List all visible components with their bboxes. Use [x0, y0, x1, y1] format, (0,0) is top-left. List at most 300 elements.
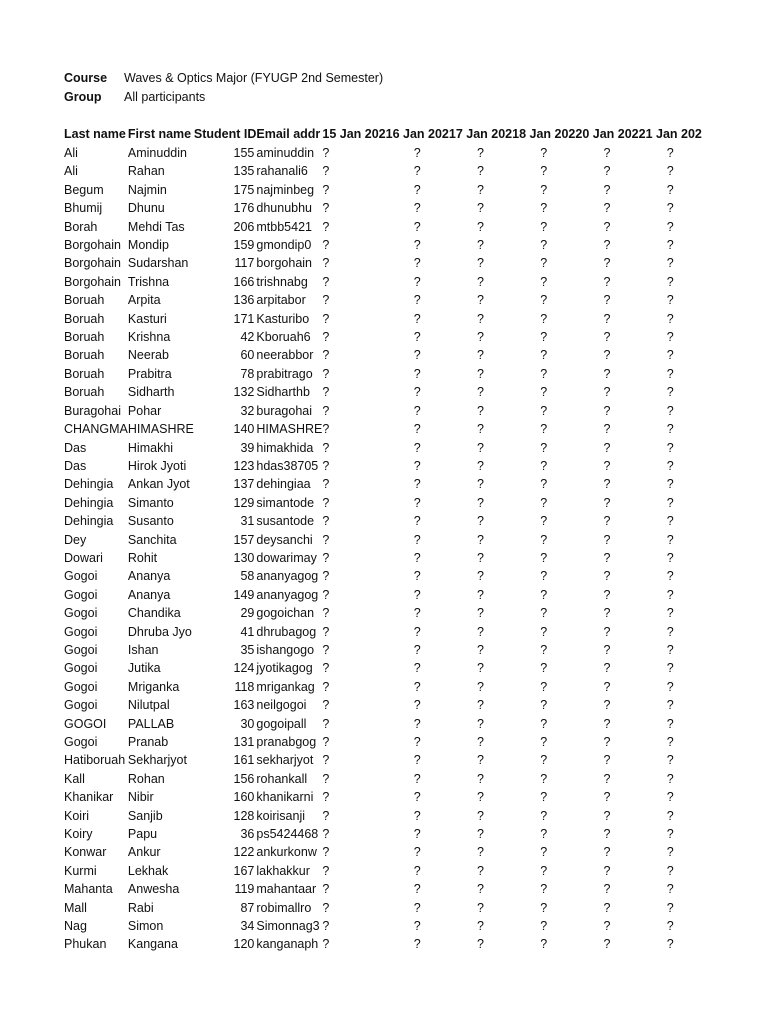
attendance-cell: ?: [413, 238, 421, 253]
first-name-cell: Nilutpal: [127, 698, 170, 713]
attendance-cell: ?: [477, 882, 484, 897]
table-row: [64, 825, 702, 843]
table-row: [64, 291, 702, 309]
attendance-cell: ?: [322, 698, 330, 713]
attendance-cell: ?: [666, 587, 674, 602]
attendance-cell: ?: [603, 569, 611, 584]
first-name-cell: Mriganka: [127, 679, 180, 694]
student-id-cell: 39: [240, 440, 255, 455]
attendance-cell: ?: [666, 274, 674, 289]
table-row: [64, 567, 702, 585]
attendance-cell: ?: [540, 919, 548, 934]
first-name-cell: Rabi: [127, 900, 154, 915]
last-name-cell: Begum: [64, 182, 104, 197]
student-id-cell: 161: [233, 753, 255, 768]
student-id-cell: 159: [233, 238, 255, 253]
attendance-cell: ?: [540, 587, 548, 602]
attendance-cell: ?: [603, 219, 611, 234]
email-cell: ankurkonw: [256, 845, 317, 860]
table-row: [64, 807, 702, 825]
attendance-cell: ?: [666, 495, 674, 510]
attendance-cell: ?: [603, 808, 611, 823]
attendance-cell: ?: [322, 790, 330, 805]
attendance-cell: ?: [322, 919, 330, 934]
attendance-cell: ?: [540, 606, 548, 621]
attendance-cell: ?: [413, 330, 421, 345]
table-row: [64, 678, 702, 696]
student-id-cell: 78: [240, 366, 255, 381]
attendance-cell: ?: [666, 716, 674, 731]
attendance-cell: ?: [322, 477, 330, 492]
first-name-cell: Hirok Jyoti: [127, 458, 187, 473]
attendance-cell: ?: [322, 550, 330, 565]
attendance-cell: ?: [540, 495, 548, 510]
attendance-cell: ?: [603, 164, 611, 179]
first-name-cell: Mehdi Tas: [127, 219, 185, 234]
attendance-cell: ?: [477, 735, 484, 749]
attendance-cell: ?: [603, 238, 611, 253]
attendance-cell: ?: [322, 311, 330, 326]
attendance-cell: ?: [477, 458, 484, 473]
attendance-cell: ?: [322, 274, 330, 289]
attendance-cell: ?: [540, 790, 548, 805]
attendance-cell: ?: [413, 256, 421, 271]
table-row: [64, 623, 702, 641]
attendance-cell: ?: [477, 827, 484, 842]
attendance-cell: ?: [413, 587, 421, 602]
attendance-cell: ?: [322, 182, 330, 197]
student-id-cell: 163: [233, 698, 255, 713]
email-cell: hdas38705: [256, 458, 319, 473]
attendance-cell: ?: [540, 661, 548, 676]
attendance-cell: ?: [666, 550, 674, 565]
student-id-cell: 132: [233, 385, 255, 400]
first-name-cell: Pohar: [127, 403, 162, 418]
attendance-cell: ?: [413, 661, 421, 676]
attendance-cell: ?: [322, 679, 330, 694]
student-id-cell: 30: [240, 716, 255, 731]
attendance-cell: ?: [477, 698, 484, 713]
attendance-cell: ?: [603, 532, 611, 547]
attendance-cell: ?: [322, 845, 330, 860]
attendance-cell: ?: [413, 550, 421, 565]
student-id-cell: 35: [240, 642, 255, 657]
last-name-cell: Buragohai: [64, 403, 121, 418]
attendance-table: [64, 124, 702, 954]
table-row: [64, 862, 702, 880]
attendance-cell: ?: [413, 882, 421, 897]
attendance-cell: ?: [322, 146, 330, 160]
attendance-cell: ?: [477, 642, 484, 657]
attendance-cell: ?: [477, 661, 484, 676]
student-id-cell: 42: [240, 330, 255, 345]
last-name-cell: Koiry: [64, 827, 93, 842]
attendance-cell: ?: [413, 366, 421, 381]
header-first-name: First name: [127, 127, 192, 141]
email-cell: HIMASHRE: [256, 422, 323, 437]
attendance-cell: ?: [540, 385, 548, 400]
attendance-cell: ?: [540, 348, 548, 363]
attendance-cell: ?: [666, 808, 674, 823]
first-name-cell: Ishan: [127, 642, 159, 657]
attendance-cell: ?: [603, 771, 611, 786]
student-id-cell: 171: [233, 311, 255, 326]
last-name-cell: Gogoi: [64, 624, 98, 639]
email-cell: Simonnag3: [256, 919, 320, 934]
email-cell: dehingiaa: [256, 477, 311, 492]
table-row: [64, 254, 702, 272]
table-row: [64, 494, 702, 512]
attendance-cell: ?: [322, 661, 330, 676]
attendance-cell: ?: [477, 274, 484, 289]
attendance-cell: ?: [540, 219, 548, 234]
header-date-3: 17 Jan 202: [448, 127, 513, 141]
table-row: [64, 236, 702, 254]
last-name-cell: Gogoi: [64, 679, 98, 694]
attendance-cell: ?: [322, 514, 330, 529]
attendance-cell: ?: [603, 642, 611, 657]
attendance-cell: ?: [666, 311, 674, 326]
attendance-cell: ?: [477, 311, 484, 326]
first-name-cell: Rohan: [127, 771, 165, 786]
attendance-cell: ?: [603, 256, 611, 271]
attendance-cell: ?: [540, 900, 548, 915]
table-row: [64, 696, 702, 714]
last-name-cell: Gogoi: [64, 569, 98, 584]
first-name-cell: Aminuddin: [127, 146, 187, 160]
first-name-cell: Sanjib: [127, 808, 163, 823]
first-name-cell: Najmin: [127, 182, 167, 197]
email-cell: ananyagog: [256, 569, 319, 584]
last-name-cell: Dehingia: [64, 495, 114, 510]
attendance-cell: ?: [603, 330, 611, 345]
email-cell: Kboruah6: [256, 330, 311, 345]
table-row: [64, 935, 702, 953]
student-id-cell: 117: [234, 256, 255, 271]
attendance-cell: ?: [603, 311, 611, 326]
first-name-cell: Nibir: [127, 790, 154, 805]
email-cell: dhrubagog: [256, 624, 317, 639]
attendance-cell: ?: [322, 532, 330, 547]
email-cell: lakhakkur: [256, 863, 310, 878]
email-cell: koirisanji: [256, 808, 306, 823]
attendance-cell: ?: [477, 790, 484, 805]
header-date-5: 20 Jan 202: [575, 127, 639, 141]
attendance-cell: ?: [477, 477, 484, 492]
student-id-cell: 176: [233, 201, 255, 216]
attendance-cell: ?: [666, 937, 674, 952]
email-cell: himakhida: [256, 440, 314, 455]
last-name-cell: Gogoi: [64, 735, 98, 749]
table-row: [64, 843, 702, 861]
table-row: [64, 788, 702, 806]
attendance-cell: ?: [603, 679, 611, 694]
attendance-cell: ?: [540, 146, 548, 160]
attendance-cell: ?: [477, 403, 484, 418]
group-label: Group: [64, 90, 102, 104]
attendance-cell: ?: [413, 569, 421, 584]
last-name-cell: Hatiboruah: [64, 753, 126, 768]
attendance-cell: ?: [540, 735, 548, 749]
attendance-cell: ?: [413, 274, 421, 289]
attendance-cell: ?: [540, 845, 548, 860]
attendance-cell: ?: [540, 753, 548, 768]
attendance-cell: ?: [540, 311, 548, 326]
table-row: [64, 880, 702, 898]
attendance-cell: ?: [666, 771, 674, 786]
attendance-cell: ?: [603, 182, 611, 197]
table-row: [64, 439, 702, 457]
attendance-cell: ?: [413, 698, 421, 713]
attendance-cell: ?: [413, 808, 421, 823]
attendance-cell: ?: [603, 606, 611, 621]
last-name-cell: Dehingia: [64, 477, 114, 492]
first-name-cell: Jutika: [127, 661, 161, 676]
student-id-cell: 87: [240, 900, 255, 915]
attendance-cell: ?: [322, 238, 330, 253]
attendance-cell: ?: [540, 256, 548, 271]
last-name-cell: Borah: [64, 219, 98, 234]
email-cell: pranabgog: [256, 735, 317, 749]
attendance-cell: ?: [413, 900, 421, 915]
attendance-cell: ?: [540, 201, 548, 216]
student-id-cell: 123: [233, 458, 255, 473]
attendance-cell: ?: [603, 587, 611, 602]
attendance-cell: ?: [666, 698, 674, 713]
attendance-cell: ?: [322, 293, 330, 308]
student-id-cell: 60: [240, 348, 255, 363]
table-row: [64, 181, 702, 199]
table-row: [64, 917, 702, 935]
attendance-cell: ?: [322, 771, 330, 786]
email-cell: buragohai: [256, 403, 312, 418]
table-row: [64, 420, 702, 438]
attendance-cell: ?: [477, 679, 484, 694]
email-cell: neilgogoi: [256, 698, 307, 713]
student-id-cell: 175: [233, 182, 255, 197]
attendance-cell: ?: [413, 716, 421, 731]
attendance-cell: ?: [413, 919, 421, 934]
attendance-cell: ?: [666, 348, 674, 363]
attendance-cell: ?: [540, 293, 548, 308]
table-row: [64, 310, 702, 328]
attendance-cell: ?: [322, 385, 330, 400]
attendance-cell: ?: [603, 661, 611, 676]
attendance-cell: ?: [666, 458, 674, 473]
attendance-cell: ?: [322, 642, 330, 657]
attendance-cell: ?: [413, 624, 421, 639]
table-row: [64, 199, 702, 217]
last-name-cell: Boruah: [64, 385, 105, 400]
attendance-cell: ?: [666, 882, 674, 897]
attendance-cell: ?: [666, 422, 674, 437]
attendance-cell: ?: [413, 146, 421, 160]
last-name-cell: Phukan: [64, 937, 107, 952]
attendance-cell: ?: [322, 422, 330, 437]
student-id-cell: 160: [233, 790, 255, 805]
attendance-cell: ?: [603, 440, 611, 455]
attendance-cell: ?: [322, 164, 330, 179]
student-id-cell: 140: [233, 422, 255, 437]
attendance-cell: ?: [477, 937, 484, 952]
email-cell: mtbb5421: [256, 219, 312, 234]
table-row: [64, 549, 702, 567]
last-name-cell: Borgohain: [64, 238, 121, 253]
attendance-cell: ?: [540, 532, 548, 547]
attendance-cell: ?: [322, 440, 330, 455]
attendance-cell: ?: [540, 569, 548, 584]
attendance-cell: ?: [413, 735, 421, 749]
email-cell: gogoipall: [256, 716, 307, 731]
attendance-cell: ?: [477, 348, 484, 363]
student-id-cell: 118: [234, 679, 255, 694]
student-id-cell: 41: [240, 624, 255, 639]
first-name-cell: Sanchita: [127, 532, 177, 547]
attendance-cell: ?: [540, 477, 548, 492]
last-name-cell: GOGOI: [64, 716, 107, 731]
first-name-cell: Rohit: [127, 550, 158, 565]
attendance-cell: ?: [540, 827, 548, 842]
attendance-cell: ?: [540, 422, 548, 437]
attendance-cell: ?: [603, 827, 611, 842]
attendance-cell: ?: [666, 827, 674, 842]
attendance-cell: ?: [413, 532, 421, 547]
table-row: [64, 733, 702, 751]
attendance-cell: ?: [413, 827, 421, 842]
attendance-cell: ?: [603, 919, 611, 934]
last-name-cell: Gogoi: [64, 698, 98, 713]
email-cell: aminuddin: [256, 146, 315, 160]
student-id-cell: 122: [233, 845, 255, 860]
last-name-cell: Mall: [64, 900, 87, 915]
email-cell: susantode: [256, 514, 315, 529]
attendance-cell: ?: [540, 238, 548, 253]
attendance-cell: ?: [477, 201, 484, 216]
attendance-cell: ?: [413, 164, 421, 179]
attendance-cell: ?: [603, 146, 611, 160]
last-name-cell: Dowari: [64, 550, 103, 565]
attendance-cell: ?: [666, 679, 674, 694]
student-id-cell: 32: [240, 403, 255, 418]
email-cell: Sidharthb: [256, 385, 310, 400]
first-name-cell: Prabitra: [127, 366, 172, 381]
table-row: [64, 586, 702, 604]
email-cell: mahantaar: [256, 882, 317, 897]
attendance-cell: ?: [322, 366, 330, 381]
attendance-cell: ?: [322, 624, 330, 639]
attendance-cell: ?: [603, 366, 611, 381]
attendance-cell: ?: [540, 458, 548, 473]
attendance-cell: ?: [540, 863, 548, 878]
first-name-cell: Himakhi: [127, 440, 174, 455]
student-id-cell: 129: [233, 495, 255, 510]
last-name-cell: Boruah: [64, 348, 105, 363]
student-id-cell: 34: [240, 919, 255, 934]
first-name-cell: Sekharjyot: [127, 753, 187, 768]
student-id-cell: 136: [233, 293, 255, 308]
email-cell: mrigankag: [256, 679, 315, 694]
attendance-cell: ?: [666, 201, 674, 216]
attendance-cell: ?: [322, 882, 330, 897]
attendance-cell: ?: [603, 900, 611, 915]
attendance-cell: ?: [477, 146, 484, 160]
attendance-cell: ?: [413, 790, 421, 805]
email-cell: arpitabor: [256, 293, 306, 308]
attendance-cell: ?: [413, 201, 421, 216]
attendance-cell: ?: [322, 219, 330, 234]
email-cell: borgohain: [256, 256, 312, 271]
attendance-cell: ?: [477, 495, 484, 510]
table-row: [64, 531, 702, 549]
first-name-cell: Ankan Jyot: [127, 477, 190, 492]
attendance-cell: ?: [477, 845, 484, 860]
attendance-cell: ?: [666, 735, 674, 749]
attendance-cell: ?: [603, 882, 611, 897]
last-name-cell: Gogoi: [64, 661, 98, 676]
first-name-cell: Dhunu: [127, 201, 165, 216]
last-name-cell: Ali: [64, 146, 78, 160]
email-cell: dhunubhu: [256, 201, 313, 216]
first-name-cell: Kangana: [127, 937, 178, 952]
table-row: [64, 328, 702, 346]
email-cell: ishangogo: [256, 642, 315, 657]
last-name-cell: Koiri: [64, 808, 90, 823]
attendance-cell: ?: [413, 477, 421, 492]
email-cell: dowarimay: [256, 550, 317, 565]
student-id-cell: 166: [233, 274, 255, 289]
last-name-cell: Khanikar: [64, 790, 114, 805]
last-name-cell: Mahanta: [64, 882, 113, 897]
first-name-cell: Sidharth: [127, 385, 175, 400]
first-name-cell: Papu: [127, 827, 158, 842]
attendance-cell: ?: [477, 385, 484, 400]
attendance-cell: ?: [413, 440, 421, 455]
attendance-cell: ?: [477, 569, 484, 584]
attendance-cell: ?: [322, 403, 330, 418]
table-row: [64, 144, 702, 162]
student-id-cell: 119: [234, 882, 255, 897]
attendance-cell: ?: [603, 863, 611, 878]
student-id-cell: 135: [233, 164, 255, 179]
attendance-cell: ?: [666, 164, 674, 179]
table-row: [64, 273, 702, 291]
attendance-cell: ?: [322, 495, 330, 510]
attendance-cell: ?: [477, 164, 484, 179]
attendance-cell: ?: [477, 330, 484, 345]
attendance-cell: ?: [540, 403, 548, 418]
attendance-cell: ?: [540, 440, 548, 455]
attendance-cell: ?: [413, 293, 421, 308]
attendance-cell: ?: [413, 863, 421, 878]
table-body: [64, 144, 702, 954]
attendance-cell: ?: [322, 330, 330, 345]
student-id-cell: 128: [233, 808, 255, 823]
first-name-cell: Trishna: [127, 274, 170, 289]
table-row: [64, 218, 702, 236]
table-row: [64, 770, 702, 788]
attendance-cell: ?: [540, 716, 548, 731]
attendance-cell: ?: [666, 182, 674, 197]
student-id-cell: 149: [233, 587, 255, 602]
attendance-cell: ?: [322, 808, 330, 823]
attendance-cell: ?: [603, 845, 611, 860]
email-cell: ananyagog: [256, 587, 319, 602]
last-name-cell: Ali: [64, 164, 78, 179]
first-name-cell: Simon: [127, 919, 164, 934]
attendance-cell: ?: [603, 495, 611, 510]
last-name-cell: Kall: [64, 771, 85, 786]
last-name-cell: Bhumij: [64, 201, 103, 216]
